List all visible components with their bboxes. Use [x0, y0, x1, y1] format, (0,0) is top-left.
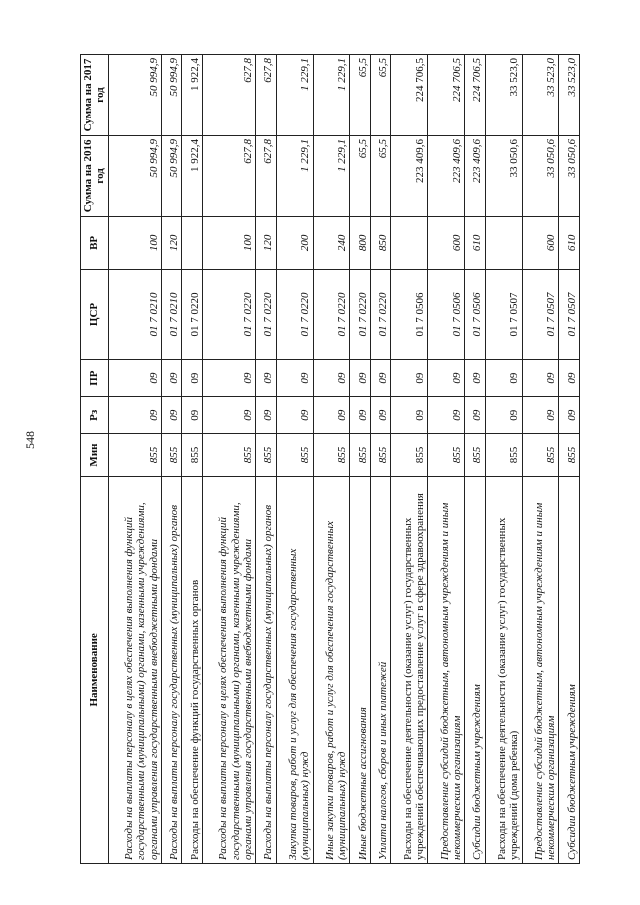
row-sum-2016: 627,8 — [256, 135, 276, 216]
row-rz: 09 — [276, 397, 313, 434]
row-csr: 01 7 0220 — [256, 269, 276, 359]
table-row — [370, 55, 390, 864]
table-frame — [80, 54, 580, 864]
table-row — [428, 55, 465, 864]
row-vr: 610 — [559, 216, 580, 269]
table-row — [202, 55, 255, 864]
budget-table — [80, 54, 580, 864]
row-pr: 09 — [465, 360, 485, 397]
row-name: Расходы на обеспечение деятельности (оказание услуг) государственных учреждений обеспечивающих предоставление услуг в сфере здравоохранения — [391, 476, 428, 863]
table-row — [350, 55, 370, 864]
table-row — [465, 55, 485, 864]
row-vr: 120 — [256, 216, 276, 269]
table-row — [276, 55, 313, 864]
row-min: 855 — [108, 434, 161, 476]
row-pr: 09 — [161, 360, 181, 397]
row-vr: 850 — [370, 216, 390, 269]
row-sum-2016: 50 994,9 — [108, 135, 161, 216]
row-pr: 09 — [350, 360, 370, 397]
row-min: 855 — [256, 434, 276, 476]
row-csr: 01 7 0507 — [559, 269, 580, 359]
row-csr: 01 7 0220 — [202, 269, 255, 359]
row-sum-2017: 50 994,9 — [161, 55, 181, 136]
row-name: Закупка товаров, работ и услуг для обеспечения государственных (муниципальных) нужд — [276, 476, 313, 863]
row-sum-2016: 627,8 — [202, 135, 255, 216]
row-name: Иные бюджетные ассигнования — [350, 476, 370, 863]
row-rz: 09 — [465, 397, 485, 434]
row-csr: 01 7 0507 — [485, 269, 522, 359]
row-min: 855 — [465, 434, 485, 476]
row-rz: 09 — [108, 397, 161, 434]
header-min: Мин — [81, 434, 109, 476]
row-sum-2016: 33 050,6 — [559, 135, 580, 216]
row-rz: 09 — [428, 397, 465, 434]
row-name: Субсидии бюджетным учреждениям — [465, 476, 485, 863]
row-csr: 01 7 0220 — [276, 269, 313, 359]
row-sum-2017: 33 523,0 — [522, 55, 559, 136]
row-min: 855 — [559, 434, 580, 476]
row-name: Предоставление субсидий бюджетным, автономным учреждениям и иным некоммерческим организациям — [428, 476, 465, 863]
row-pr: 09 — [522, 360, 559, 397]
row-min: 855 — [522, 434, 559, 476]
table-row — [391, 55, 428, 864]
table-row — [182, 55, 202, 864]
row-name: Расходы на выплаты персоналу в целях обеспечения выполнения функций государственными (муниципальными) органами, казенными учреждениями, органами управления государственными внебюджетными фондами — [108, 476, 161, 863]
row-min: 855 — [313, 434, 350, 476]
row-csr: 01 7 0210 — [161, 269, 181, 359]
row-name: Уплата налогов, сборов и иных платежей — [370, 476, 390, 863]
row-sum-2016: 65,5 — [350, 135, 370, 216]
row-name: Субсидии бюджетным учреждениям — [559, 476, 580, 863]
row-vr: 600 — [428, 216, 465, 269]
row-vr: 800 — [350, 216, 370, 269]
table-row — [485, 55, 522, 864]
row-sum-2016: 223 409,6 — [391, 135, 428, 216]
row-sum-2017: 627,8 — [202, 55, 255, 136]
row-csr: 01 7 0210 — [108, 269, 161, 359]
row-pr: 09 — [370, 360, 390, 397]
row-name: Предоставление субсидий бюджетным, автономным учреждениям и иным некоммерческим организациям — [522, 476, 559, 863]
row-vr: 100 — [202, 216, 255, 269]
row-vr: 610 — [465, 216, 485, 269]
row-name: Расходы на выплаты персоналу государственных (муниципальных) органов — [256, 476, 276, 863]
table-row — [559, 55, 580, 864]
row-pr: 09 — [428, 360, 465, 397]
row-name: Расходы на выплаты персоналу в целях обеспечения выполнения функций государственными (муниципальными) органами, казенными учреждениями, органами управления государственными внебюджетными фондами — [202, 476, 255, 863]
row-sum-2016: 223 409,6 — [428, 135, 465, 216]
table-row — [522, 55, 559, 864]
header-name: Наименование — [81, 476, 109, 863]
row-min: 855 — [391, 434, 428, 476]
row-sum-2017: 1 229,1 — [313, 55, 350, 136]
row-pr: 09 — [559, 360, 580, 397]
row-sum-2017: 224 706,5 — [428, 55, 465, 136]
row-name: Расходы на обеспечение деятельности (оказание услуг) государственных учреждений (дома ребенка) — [485, 476, 522, 863]
row-min: 855 — [276, 434, 313, 476]
row-sum-2017: 65,5 — [350, 55, 370, 136]
table-row — [256, 55, 276, 864]
row-sum-2017: 1 922,4 — [182, 55, 202, 136]
row-rz: 09 — [202, 397, 255, 434]
row-rz: 09 — [370, 397, 390, 434]
row-name: Иные закупки товаров, работ и услуг для обеспечения государственных (муниципальных) нужд — [313, 476, 350, 863]
header-sum-2017: Сумма на 2017 год — [81, 55, 109, 136]
header-csr: ЦСР — [81, 269, 109, 359]
row-min: 855 — [161, 434, 181, 476]
row-sum-2017: 50 994,9 — [108, 55, 161, 136]
row-min: 855 — [182, 434, 202, 476]
row-pr: 09 — [108, 360, 161, 397]
row-sum-2016: 33 050,6 — [522, 135, 559, 216]
row-vr: 120 — [161, 216, 181, 269]
row-sum-2016: 33 050,6 — [485, 135, 522, 216]
row-csr: 01 7 0506 — [465, 269, 485, 359]
row-pr: 09 — [182, 360, 202, 397]
row-vr: 240 — [313, 216, 350, 269]
row-sum-2017: 33 523,0 — [559, 55, 580, 136]
row-rz: 09 — [559, 397, 580, 434]
row-vr: 600 — [522, 216, 559, 269]
row-csr: 01 7 0220 — [313, 269, 350, 359]
row-pr: 09 — [276, 360, 313, 397]
row-rz: 09 — [522, 397, 559, 434]
row-min: 855 — [202, 434, 255, 476]
page-number: 548 — [23, 431, 37, 449]
row-sum-2016: 65,5 — [370, 135, 390, 216]
row-min: 855 — [350, 434, 370, 476]
row-sum-2017: 224 706,5 — [465, 55, 485, 136]
row-rz: 09 — [350, 397, 370, 434]
row-min: 855 — [370, 434, 390, 476]
row-sum-2017: 33 523,0 — [485, 55, 522, 136]
row-sum-2016: 1 229,1 — [276, 135, 313, 216]
table-header-row — [81, 55, 109, 864]
row-csr: 01 7 0507 — [522, 269, 559, 359]
row-rz: 09 — [161, 397, 181, 434]
row-sum-2017: 65,5 — [370, 55, 390, 136]
row-csr: 01 7 0220 — [182, 269, 202, 359]
row-name: Расходы на обеспечение функций государственных органов — [182, 476, 202, 863]
row-min: 855 — [428, 434, 465, 476]
row-sum-2016: 50 994,9 — [161, 135, 181, 216]
row-csr: 01 7 0220 — [370, 269, 390, 359]
row-sum-2017: 627,8 — [256, 55, 276, 136]
table-row — [161, 55, 181, 864]
row-sum-2016: 223 409,6 — [465, 135, 485, 216]
row-vr: 200 — [276, 216, 313, 269]
header-pr: ПР — [81, 360, 109, 397]
row-rz: 09 — [313, 397, 350, 434]
row-pr: 09 — [391, 360, 428, 397]
header-rz: Рз — [81, 397, 109, 434]
row-csr: 01 7 0220 — [350, 269, 370, 359]
row-sum-2016: 1 229,1 — [313, 135, 350, 216]
row-vr: 100 — [108, 216, 161, 269]
row-rz: 09 — [391, 397, 428, 434]
row-csr: 01 7 0506 — [391, 269, 428, 359]
row-csr: 01 7 0506 — [428, 269, 465, 359]
table-row — [313, 55, 350, 864]
row-sum-2017: 1 229,1 — [276, 55, 313, 136]
row-sum-2016: 1 922,4 — [182, 135, 202, 216]
row-rz: 09 — [256, 397, 276, 434]
row-rz: 09 — [485, 397, 522, 434]
row-name: Расходы на выплаты персоналу государственных (муниципальных) органов — [161, 476, 181, 863]
header-sum-2016: Сумма на 2016 год — [81, 135, 109, 216]
row-pr: 09 — [313, 360, 350, 397]
row-vr — [391, 216, 428, 269]
row-sum-2017: 224 706,5 — [391, 55, 428, 136]
row-vr — [182, 216, 202, 269]
row-min: 855 — [485, 434, 522, 476]
row-rz: 09 — [182, 397, 202, 434]
header-vr: ВР — [81, 216, 109, 269]
row-vr — [485, 216, 522, 269]
table-row — [108, 55, 161, 864]
row-pr: 09 — [202, 360, 255, 397]
row-pr: 09 — [256, 360, 276, 397]
row-pr: 09 — [485, 360, 522, 397]
